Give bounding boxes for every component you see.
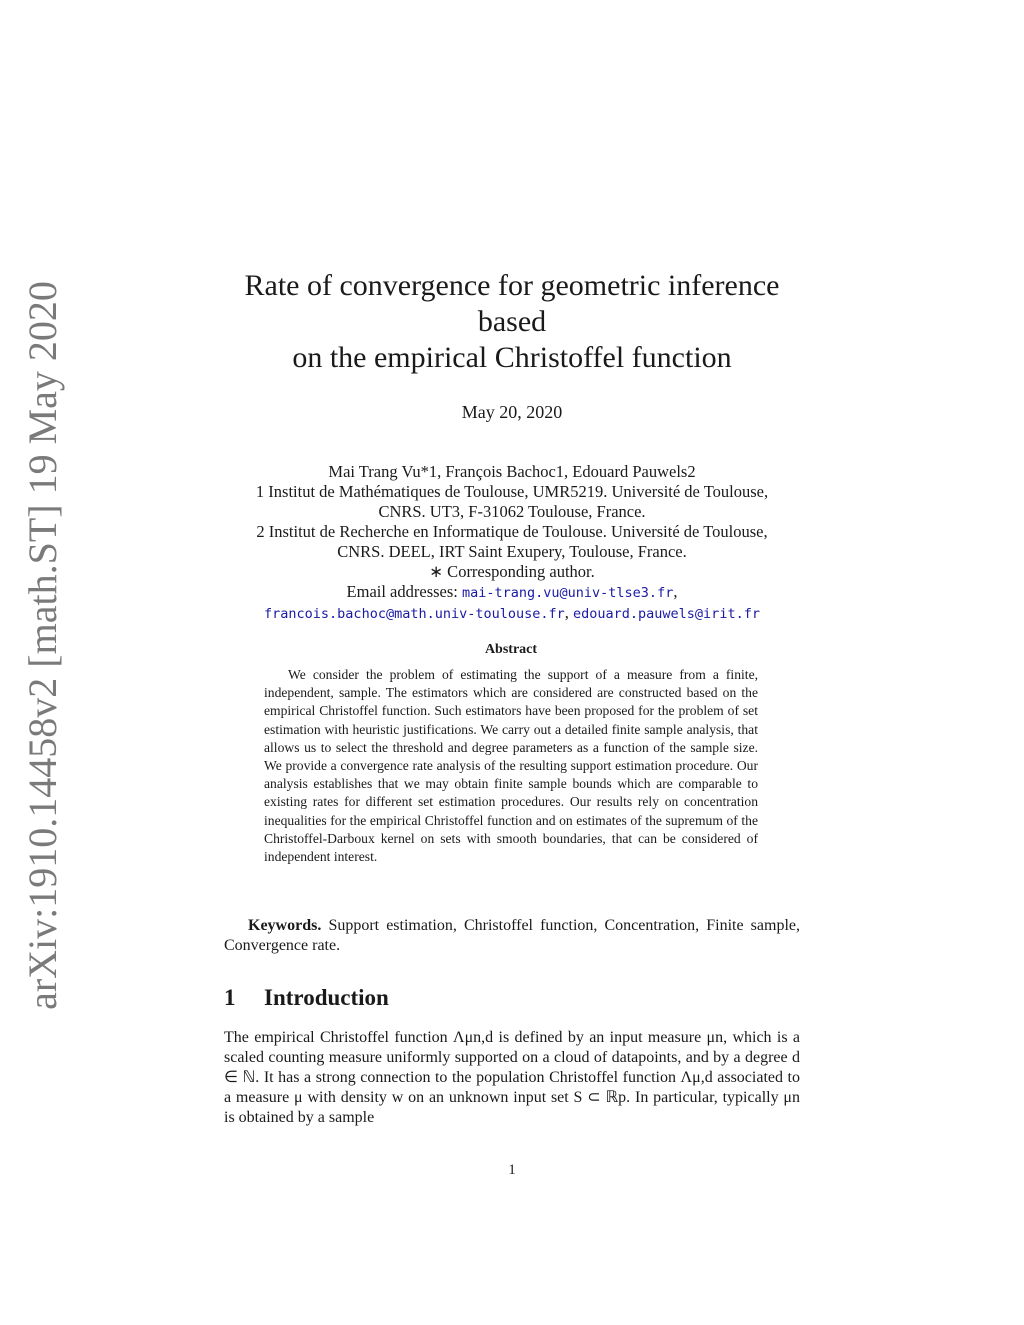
email-link-2[interactable]: francois.bachoc@math.univ-toulouse.fr bbox=[264, 606, 565, 622]
email-line-2: francois.bachoc@math.univ-toulouse.fr, edouard.pauwels@irit.fr bbox=[264, 603, 760, 622]
arxiv-watermark bbox=[12, 280, 72, 1010]
corresponding-note: ∗ Corresponding author. bbox=[429, 562, 595, 581]
email-label: Email addresses: bbox=[346, 582, 458, 601]
email-line-1: Email addresses: mai-trang.vu@univ-tlse3.fr, bbox=[346, 582, 678, 601]
keywords-label: Keywords. bbox=[248, 917, 322, 934]
arxiv-identifier: arXiv:1910.14458v2 [math.ST] 19 May 2020 bbox=[19, 280, 65, 1010]
section-number: 1 bbox=[224, 985, 236, 1010]
author-block bbox=[224, 462, 800, 624]
affiliation-2-line-1: 2 Institut de Recherche en Informatique de Toulouse. Université de Toulouse, bbox=[256, 522, 768, 541]
abstract-text: We consider the problem of estimating the support of a measure from a finite, independent, sample. The estimators which are considered are constructed based on the empirical Christoffel function. Such estimators have been proposed for the problem of set estimation with heuristic justifications. We carry out a detailed finite sample analysis, that allows us to select the threshold and degree parameters as a function of the sample size. We provide a convergence rate analysis of the resulting support estimation procedure. Our analysis establishes that we may obtain finite sample bounds which are comparable to existing rates for different set estimation procedures. Our results rely on concentration inequalities for the empirical Christoffel function and on estimates of the supremum of the Christoffel-Darboux kernel on sets with smooth boundaries, that can be considered of independent interest. bbox=[264, 667, 758, 865]
abstract-heading: Abstract bbox=[484, 642, 538, 657]
section-heading bbox=[224, 985, 800, 1011]
title-line-2: on the empirical Christoffel function bbox=[292, 341, 732, 374]
page-number: 1 bbox=[508, 1162, 516, 1178]
affiliation-2-line-2: CNRS. DEEL, IRT Saint Exupery, Toulouse, France. bbox=[337, 542, 687, 561]
paper-date: May 20, 2020 bbox=[461, 402, 563, 422]
section-title: Introduction bbox=[264, 985, 389, 1010]
author-names: Mai Trang Vu*1, François Bachoc1, Edouard Pauwels2 bbox=[328, 462, 696, 481]
intro-paragraph: The empirical Christoffel function Λμn,d is defined by an input measure μn, which is a scaled counting measure uniformly supported on a cloud of datapoints, and by a degree d ∈ ℕ. It has a strong connection to the population Christoffel function Λμ,d associated to a measure μ with density w on an unknown input set S ⊂ ℝp. In particular, typically μn is obtained by a sample bbox=[224, 1029, 800, 1126]
keywords bbox=[224, 916, 800, 956]
keywords-text: Support estimation, Christoffel function, Concentration, Finite sample, Convergence rate. bbox=[224, 917, 801, 954]
email-link-1[interactable]: mai-trang.vu@univ-tlse3.fr bbox=[462, 585, 674, 601]
affiliation-1-line-2: CNRS. UT3, F-31062 Toulouse, France. bbox=[378, 502, 646, 521]
abstract bbox=[264, 642, 758, 866]
paper-title bbox=[224, 268, 800, 376]
affiliation-1-line-1: 1 Institut de Mathématiques de Toulouse, UMR5219. Université de Toulouse, bbox=[255, 482, 769, 501]
email-link-3[interactable]: edouard.pauwels@irit.fr bbox=[573, 606, 760, 622]
title-line-1: Rate of convergence for geometric inference based bbox=[244, 269, 780, 338]
